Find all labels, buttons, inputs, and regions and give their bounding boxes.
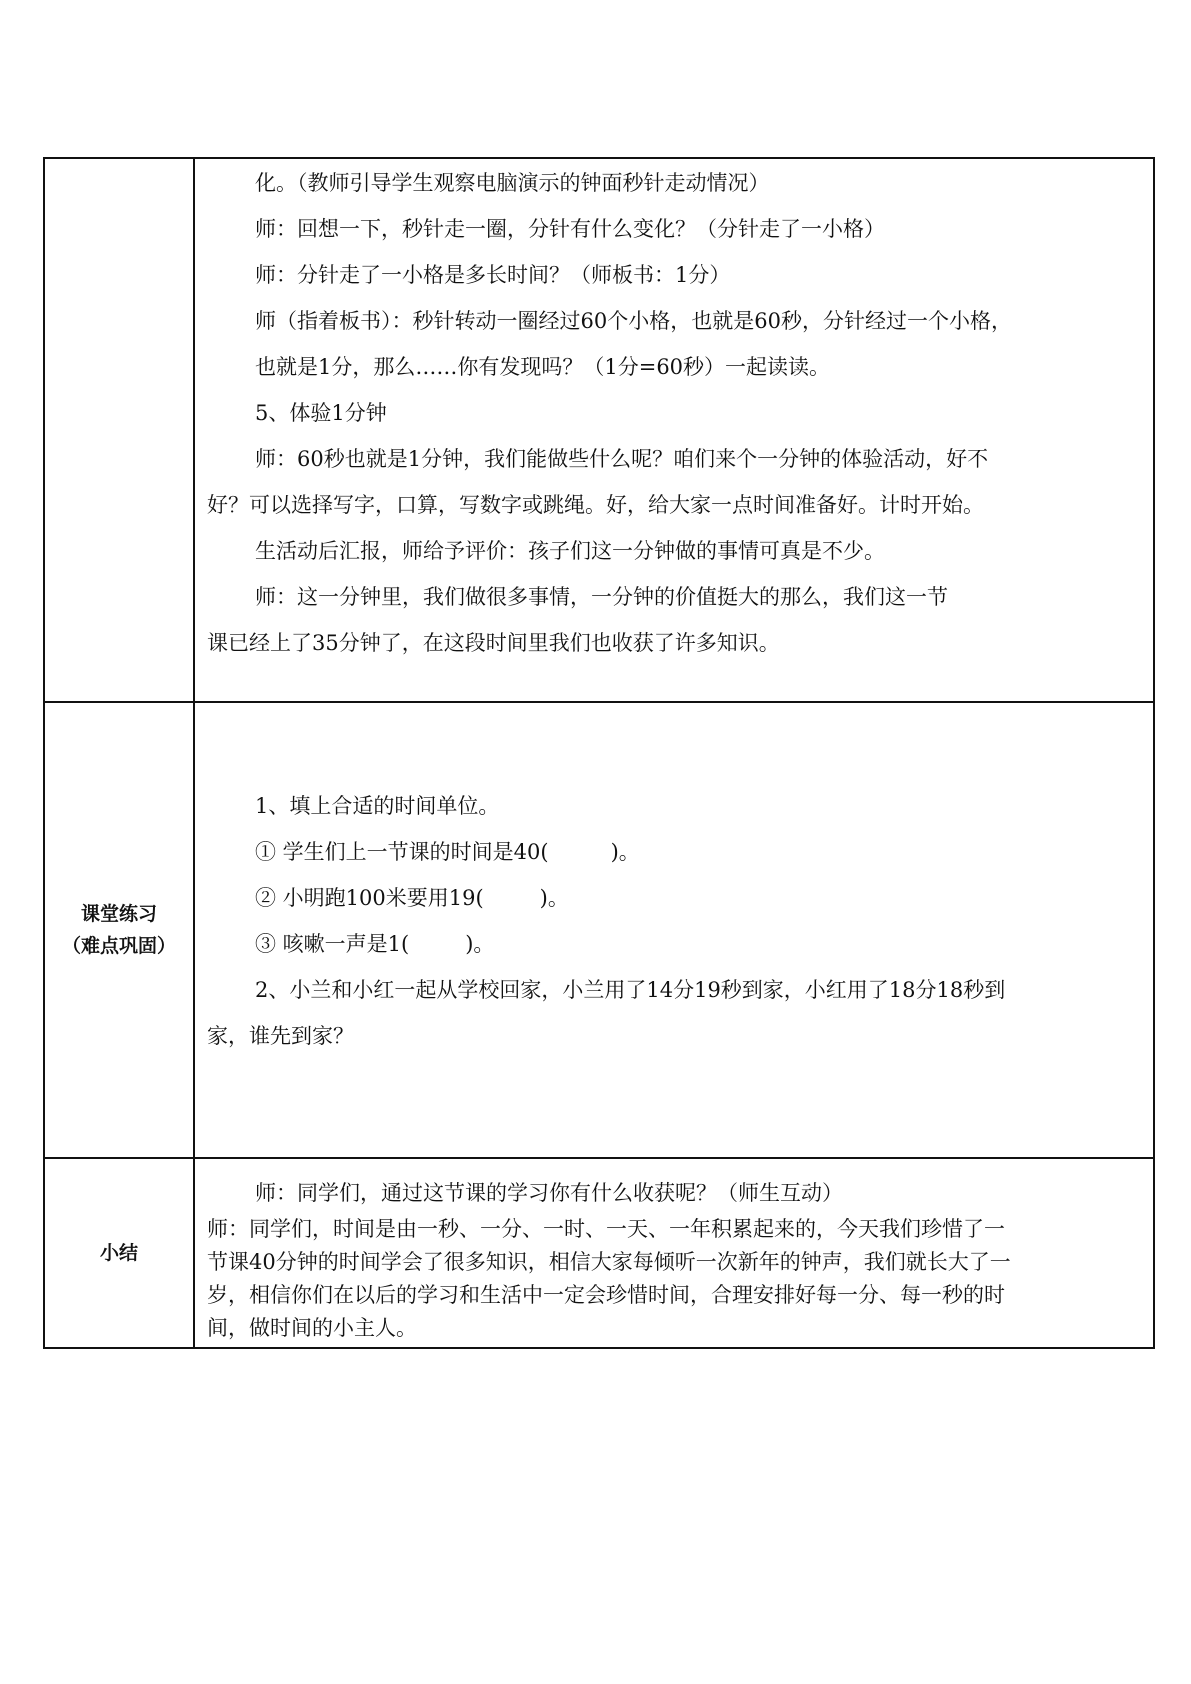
- paragraph: 师：60秒也就是1分钟，我们能做些什么呢？咱们来个一分钟的体验活动，好不: [255, 447, 989, 471]
- exercise-question: 2、小兰和小红一起从学校回家，小兰用了14分19秒到家，小红用了18分18秒到: [255, 978, 1006, 1002]
- exercise-heading: 1、填上合适的时间单位。: [255, 794, 500, 818]
- paragraph: 生活动后汇报，师给予评价：孩子们这一分钟做的事情可真是不少。: [255, 539, 885, 563]
- label-subtitle: （难点巩固）: [61, 935, 176, 957]
- paragraph: 化。（教师引导学生观察电脑演示的钟面秒针走动情况）: [255, 171, 770, 195]
- lesson-plan-sheet: [43, 157, 1155, 1349]
- row-label-empty: [44, 158, 194, 702]
- table-row-process: [44, 158, 1154, 702]
- paragraph: 间，做时间的小主人。: [207, 1316, 417, 1340]
- table-row-exercises: [44, 702, 1154, 1158]
- row-content-summary: [194, 1158, 1154, 1348]
- row-content-process: [194, 158, 1154, 702]
- exercise-item: ③ 咳嗽一声是1( )。: [255, 932, 495, 956]
- paragraph: 也就是1分，那么……你有发现吗？（1分=60秒）一起读读。: [255, 355, 831, 379]
- exercise-item: ② 小明跑100米要用19( )。: [255, 886, 569, 910]
- paragraph: 师（指着板书）：秒针转动一圈经过60个小格，也就是60秒，分针经过一个小格，: [255, 309, 1012, 333]
- paragraph: 好？可以选择写字，口算，写数字或跳绳。好，给大家一点时间准备好。计时开始。: [207, 493, 984, 517]
- row-label-summary: [44, 1158, 194, 1348]
- label-title: 小结: [99, 1242, 138, 1264]
- paragraph: 节课40分钟的时间学会了很多知识，相信大家每倾听一次新年的钟声，我们就长大了一: [207, 1250, 1011, 1274]
- lesson-plan-table: [43, 157, 1155, 1349]
- paragraph: 师：同学们，通过这节课的学习你有什么收获呢？（师生互动）: [255, 1181, 843, 1205]
- paragraph: 师：回想一下，秒针走一圈，分针有什么变化？（分针走了一小格）: [255, 217, 885, 241]
- paragraph: 师：这一分钟里，我们做很多事情，一分钟的价值挺大的那么，我们这一节: [255, 585, 948, 609]
- section-heading: 5、体验1分钟: [255, 401, 387, 425]
- paragraph: 课已经上了35分钟了，在这段时间里我们也收获了许多知识。: [207, 631, 780, 655]
- row-label-exercises: [44, 702, 194, 1158]
- paragraph: 师：分针走了一小格是多长时间？（师板书：1分）: [255, 263, 731, 287]
- exercise-question: 家，谁先到家？: [207, 1024, 354, 1048]
- paragraph: 岁，相信你们在以后的学习和生活中一定会珍惜时间，合理安排好每一分、每一秒的时: [207, 1283, 1005, 1307]
- row-content-exercises: [194, 702, 1154, 1158]
- table-row-summary: [44, 1158, 1154, 1348]
- label-title: 课堂练习: [80, 903, 157, 925]
- paragraph: 师：同学们，时间是由一秒、一分、一时、一天、一年积累起来的，今天我们珍惜了一: [207, 1217, 1005, 1241]
- exercise-item: ① 学生们上一节课的时间是40( )。: [255, 840, 640, 864]
